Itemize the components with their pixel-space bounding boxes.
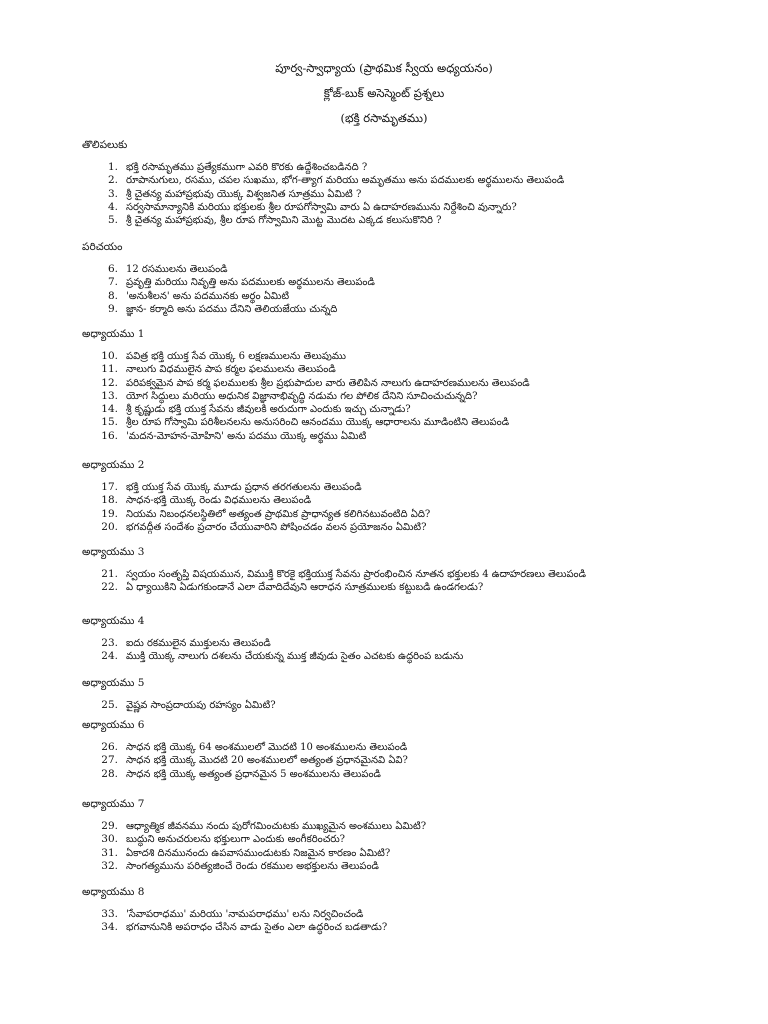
question-item (82, 637, 722, 650)
document-header (0, 56, 768, 131)
question-text: సర్వసామాన్యానికి మరియు భక్తులకు శ్రీల రూపగోస్వామి వారు ఏ ఉదాహరణమును నిర్దేశించి వున్నారు? (126, 201, 517, 213)
question-number: 16. (101, 429, 118, 442)
question-number: 19. (101, 507, 118, 520)
question-number: 34. (101, 921, 118, 934)
question-number: 28. (101, 767, 118, 780)
question-text: 'సేవాపరాధము' మరియు 'నామపరాధము' లను నిర్వచించండి (126, 909, 364, 920)
question-number: 3. (107, 187, 118, 200)
question-item (82, 581, 722, 594)
question-number: 8. (107, 289, 118, 302)
question-section (82, 327, 722, 443)
question-number: 31. (101, 846, 118, 859)
question-text: ముక్తి యొక్క నాలుగు దశలను చేయకున్న ముక్త జీవుడు సైతం ఎచటకు ఉద్ధరింప బడును (126, 651, 464, 663)
question-item (82, 416, 722, 429)
question-number: 27. (101, 754, 118, 767)
question-text: భగవద్గీత సందేశం ప్రచారం చేయువారిని పోషించడం వలన ప్రయోజనం ఏమిటి? (126, 521, 427, 533)
question-item (82, 430, 722, 443)
question-number: 1. (107, 161, 118, 173)
question-text: శ్రీల రూప గోస్వామి పరిశీలనలను అనుసరించి ఆనందము యొక్క ఆధారాలను మూడింటిని తెలుపండి (126, 417, 510, 429)
question-section (82, 138, 722, 227)
question-item (82, 508, 722, 521)
question-text: పరిపక్వమైన పాప కర్మ ఫలములకు శ్రీల ప్రభుపాదుల వారు తెలిపిన నాలుగు ఉదాహరణములను తెలుపండి (126, 377, 530, 389)
question-item (82, 768, 722, 781)
question-item (82, 188, 722, 201)
section-title: పరిచయం (82, 241, 123, 253)
question-number: 17. (101, 481, 118, 493)
question-item (82, 276, 722, 289)
question-text: 'అనుశీలన' అను పదమునకు అర్థం ఏమిటి (126, 290, 290, 302)
question-number: 2. (107, 174, 118, 187)
question-item (82, 741, 722, 754)
question-item (82, 699, 722, 712)
question-number: 24. (101, 650, 118, 663)
question-number: 7. (107, 276, 118, 289)
question-item (82, 214, 722, 227)
question-number: 13. (101, 389, 118, 402)
question-item (82, 481, 722, 494)
question-text: శ్రీ చైతన్య మహాప్రభువు యొక్క విశ్వజనిత సూత్రము ఏమిటి ? (126, 188, 362, 200)
question-item (82, 650, 722, 663)
question-text: స్వయం సంతృప్తి విషయమున, విముక్తి కొరకై భక్తియుక్త సేవను ప్రారంభించిన నూతన భక్తులకు 4 ఉదాహరణలు తెలుపండి (126, 569, 587, 580)
question-number: 23. (101, 637, 118, 649)
question-item (82, 390, 722, 403)
question-text: ఐదు రకములైన ముక్తులను తెలుపండి (126, 638, 271, 649)
question-section (82, 545, 722, 595)
question-number: 30. (101, 833, 118, 846)
question-number: 5. (107, 214, 118, 227)
question-text: భక్తి రసామృతము ప్రత్యేకముగా ఎవరి కొరకు ఉద్దేశించబడినది ? (126, 162, 368, 173)
question-item (82, 161, 722, 174)
question-number: 29. (101, 820, 118, 832)
question-text: సాధన భక్తి యొక్క 64 అంశములలో మొదటి 10 అంశములను తెలుపండి (126, 742, 408, 753)
question-number: 9. (107, 302, 118, 315)
question-text: ఆధ్యాత్మిక జీవనము నందు పురోగమించుటకు ముఖ్యమైన అంశములు ఏమిటి? (126, 821, 427, 832)
section-title: అధ్యాయము 6 (82, 719, 145, 731)
question-text: ఏకాదశి దినమునందు ఉపవాసముండుటకు నిజమైన కారణం ఏమిటి? (126, 847, 391, 859)
question-text: బుద్ధుని అనుచరులను భక్తులుగా ఎందుకు అంగీకరించరు? (126, 834, 346, 846)
question-text: సాధన భక్తి యొక్క అత్యంత ప్రధానమైన 5 అంశములను తెలుపండి (126, 768, 381, 780)
question-item (82, 820, 722, 833)
question-number: 4. (107, 200, 118, 213)
question-number: 18. (101, 494, 118, 507)
question-item (82, 921, 722, 934)
section-title: అధ్యాయము 1 (82, 328, 145, 340)
question-number: 25. (101, 699, 118, 711)
question-section (82, 458, 722, 534)
question-item (82, 303, 722, 316)
question-text: నాలుగు విధములైన పాప కర్మల ఫలములను తెలుపండి (126, 364, 336, 376)
question-item (82, 847, 722, 860)
question-item (82, 860, 722, 873)
question-text: వైష్ణవ సాంప్రదాయపు రహస్యం ఏమిటి? (126, 700, 276, 711)
header-title: పూర్వ-స్వాధ్యాయ (ప్రాథమిక స్వీయ అధ్యయనం) (275, 61, 493, 75)
section-title: అధ్యాయము 2 (82, 459, 145, 471)
question-section (82, 797, 722, 873)
question-text: పవిత్ర భక్తి యుక్త సేవ యొక్క 6 లక్షణములను తెలుపుము (126, 351, 346, 362)
question-text: రూపానుగులు, రసము, చపల సుఖము, భోగ-త్యాగ మరియు అమృతము అను పదములకు అర్థములను తెలుపండి (126, 175, 565, 187)
question-number: 10. (101, 350, 118, 362)
question-text: భగవానునికి అపరాధం చేసిన వాడు సైతం ఎలా ఉద్ధరించ బడతాడు? (126, 922, 388, 934)
question-section (82, 240, 722, 316)
question-item (82, 494, 722, 507)
question-text: సాధన-భక్తి యొక్క రెండు విధములను తెలుపండి (126, 495, 312, 507)
header-book-name: (భక్తి రసామృతము) (340, 111, 428, 125)
question-number: 15. (101, 416, 118, 429)
question-section (82, 885, 722, 935)
question-text: యోగ సిద్ధులు మరియు అధునిక విజ్ఞానాభివృద్ధి నడుమ గల పోలిక దేనిని సూచించుచున్నది? (126, 390, 478, 402)
question-number: 20. (101, 520, 118, 533)
question-item (82, 363, 722, 376)
question-text: ఏ ధ్యాయికిని ఏడుగకుండానే ఎలా దేవాదిదేవుని ఆరాధన సూత్రములకు కట్టుబడి ఉండగలడు? (126, 582, 484, 594)
question-number: 21. (101, 568, 118, 580)
question-section (82, 718, 722, 781)
question-number: 32. (101, 859, 118, 872)
question-item (82, 833, 722, 846)
question-item (82, 377, 722, 390)
section-title: అధ్యాయము 4 (82, 615, 145, 627)
question-item (82, 201, 722, 214)
question-number: 22. (101, 581, 118, 594)
question-item (82, 521, 722, 534)
question-text: సాధన భక్తి యొక్క మొదటి 20 అంశములలో అత్యంత ప్రధానమైనవి ఏవి? (126, 755, 408, 767)
question-number: 14. (101, 403, 118, 416)
question-text: 12 రసములను తెలుపండి (126, 264, 228, 275)
question-item (82, 263, 722, 276)
section-title: తొలిపలుకు (82, 139, 128, 151)
question-number: 11. (101, 363, 118, 376)
question-number: 26. (101, 741, 118, 753)
question-item (82, 403, 722, 416)
question-text: భక్తి యుక్త సేవ యొక్క మూడు ప్రధాన తరగతులను తెలుపండి (126, 482, 362, 493)
question-text: శ్రీ కృష్ణుడు భక్తి యుక్త సేవను జీవులకి అరుదుగా ఎందుకు ఇచ్చు చున్నాడు? (126, 404, 411, 416)
question-item (82, 350, 722, 363)
question-item (82, 290, 722, 303)
question-number: 12. (101, 376, 118, 389)
section-title: అధ్యాయము 5 (82, 677, 145, 689)
question-text: నియమ నిబంధనలస్థితిలో అత్యంత ప్రాథమిక ప్రాధాన్యత కలిగినటువంటిది ఏది? (126, 508, 431, 520)
question-item (82, 568, 722, 581)
question-number: 33. (101, 908, 118, 920)
header-subtitle: క్లోజ్-బుక్ అసెస్మెంట్ ప్రశ్నలు (323, 86, 445, 100)
question-text: శ్రీ చైతన్య మహాప్రభువు, శ్రీల రూప గోస్వామిని మొట్ట మొదట ఎక్కడ కలుసుకొనిరి ? (126, 215, 442, 227)
question-text: 'మదన-మోహన-మోహిని' అను పదము యొక్క అర్థము ఏమిటి (126, 430, 367, 442)
question-item (82, 174, 722, 187)
question-item (82, 754, 722, 767)
question-section (82, 614, 722, 664)
question-text: ప్రవృత్తి మరియు నివృత్తి అను పదములకు అర్థములను తెలుపండి (126, 277, 375, 289)
question-text: జ్ఞాన- కర్మాది అను పదము దేనిని తెలియజేయు చున్నది (126, 303, 338, 315)
section-title: అధ్యాయము 3 (82, 546, 145, 558)
question-text: సాంగత్యమును పరిత్యజించే రెండు రకముల అభక్తులను తెలుపండి (126, 860, 379, 872)
question-item (82, 908, 722, 921)
section-title: అధ్యాయము 8 (82, 886, 145, 898)
section-title: అధ్యాయము 7 (82, 798, 145, 810)
question-section (82, 676, 722, 712)
question-number: 6. (107, 263, 118, 275)
